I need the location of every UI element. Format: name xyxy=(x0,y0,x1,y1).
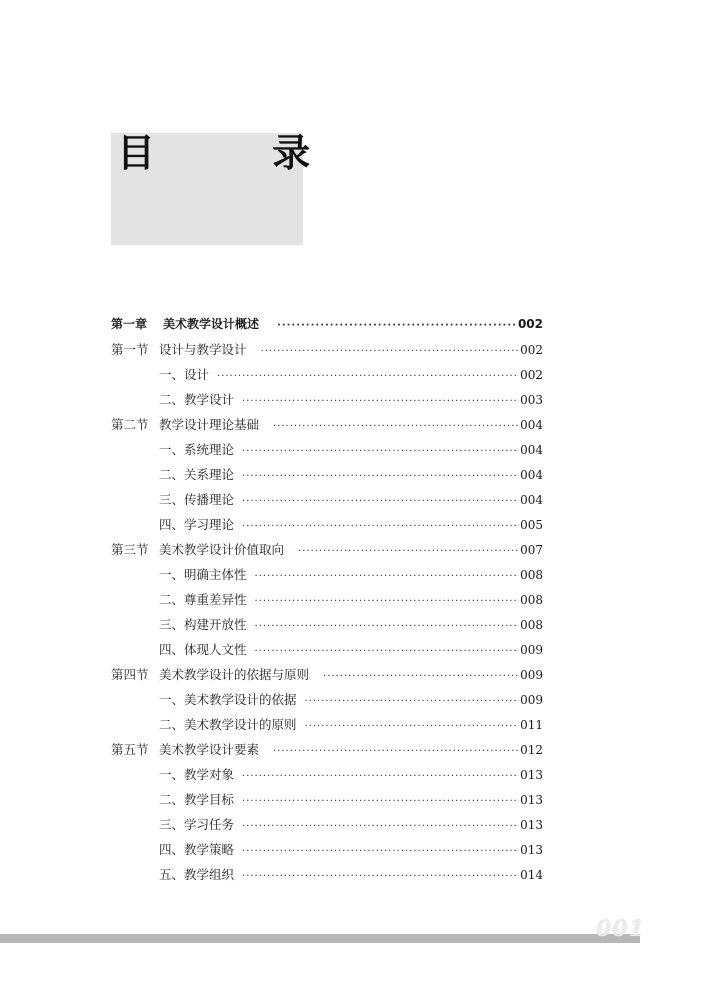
toc-page-number: 008 xyxy=(520,593,543,607)
page-title: 目 录 xyxy=(117,130,363,175)
dot-leader xyxy=(255,614,520,639)
footer-bar xyxy=(0,934,640,943)
dot-leader xyxy=(242,514,519,539)
toc-entry-item[interactable] xyxy=(111,362,543,387)
dot-leader xyxy=(242,389,519,414)
dot-leader xyxy=(277,313,517,338)
toc-entry-item[interactable] xyxy=(111,637,543,662)
toc-entry-label: 二、教学设计 xyxy=(159,392,235,407)
dot-leader xyxy=(273,739,519,764)
toc-entry-number: 第一节 xyxy=(111,342,149,357)
toc-entry-item[interactable] xyxy=(111,837,543,862)
toc-entry-label: 美术教学设计的依据与原则 xyxy=(159,667,310,682)
toc-entry-label: 二、关系理论 xyxy=(159,467,235,482)
toc-entry-section[interactable] xyxy=(111,737,543,762)
toc-entry-label: 教学设计理论基础 xyxy=(159,417,260,432)
toc-title-block xyxy=(111,130,363,245)
toc-page-number: 005 xyxy=(520,518,543,532)
page-number: 001 xyxy=(596,916,645,942)
dot-leader xyxy=(242,489,519,514)
toc-entry-item[interactable] xyxy=(111,487,543,512)
toc-entry-label: 三、构建开放性 xyxy=(159,617,247,632)
toc-entry-item[interactable] xyxy=(111,762,543,787)
table-of-contents xyxy=(111,312,543,887)
dot-leader xyxy=(255,639,520,664)
toc-entry-label: 一、设计 xyxy=(159,367,210,382)
toc-entry-label: 一、教学对象 xyxy=(159,767,235,782)
toc-entry-label: 一、系统理论 xyxy=(159,442,235,457)
dot-leader xyxy=(242,814,519,839)
dot-leader xyxy=(217,364,519,389)
toc-entry-item[interactable] xyxy=(111,512,543,537)
toc-entry-label: 一、美术教学设计的依据 xyxy=(159,692,297,707)
toc-entry-item[interactable] xyxy=(111,437,543,462)
dot-leader xyxy=(305,714,520,739)
toc-entry-label: 设计与教学设计 xyxy=(159,342,247,357)
toc-entry-item[interactable] xyxy=(111,587,543,612)
toc-page-number: 014 xyxy=(520,868,543,882)
toc-page-number: 002 xyxy=(520,368,543,382)
toc-entry-label: 美术教学设计价值取向 xyxy=(159,542,285,557)
toc-entry-label: 四、教学策略 xyxy=(159,842,235,857)
toc-page-number: 011 xyxy=(520,718,543,732)
toc-entry-label: 三、传播理论 xyxy=(159,492,235,507)
toc-page-number: 009 xyxy=(520,668,543,682)
toc-page-number: 009 xyxy=(520,643,543,657)
toc-entry-chapter[interactable] xyxy=(111,312,543,337)
toc-entry-item[interactable] xyxy=(111,787,543,812)
dot-leader xyxy=(242,864,519,889)
dot-leader xyxy=(242,839,519,864)
toc-entry-section[interactable] xyxy=(111,537,543,562)
toc-entry-item[interactable] xyxy=(111,687,543,712)
toc-entry-item[interactable] xyxy=(111,612,543,637)
toc-entry-label: 五、教学组织 xyxy=(159,867,235,882)
toc-entry-label: 三、学习任务 xyxy=(159,817,235,832)
toc-entry-section[interactable] xyxy=(111,412,543,437)
toc-entry-item[interactable] xyxy=(111,862,543,887)
dot-leader xyxy=(255,564,520,589)
toc-page-number: 003 xyxy=(520,393,543,407)
dot-leader xyxy=(305,689,520,714)
dot-leader xyxy=(242,789,519,814)
toc-page-number: 013 xyxy=(520,843,543,857)
dot-leader xyxy=(298,539,519,564)
toc-entry-item[interactable] xyxy=(111,387,543,412)
toc-entry-label: 美术教学设计概述 xyxy=(163,317,260,331)
dot-leader xyxy=(273,414,519,439)
toc-page-number: 004 xyxy=(520,493,543,507)
toc-page-number: 004 xyxy=(520,468,543,482)
toc-page-number: 004 xyxy=(520,418,543,432)
toc-entry-item[interactable] xyxy=(111,812,543,837)
dot-leader xyxy=(242,439,519,464)
dot-leader xyxy=(242,464,519,489)
toc-entry-number: 第一章 xyxy=(111,317,148,331)
toc-entry-section[interactable] xyxy=(111,662,543,687)
toc-page-number: 004 xyxy=(520,443,543,457)
toc-entry-number: 第三节 xyxy=(111,542,149,557)
dot-leader xyxy=(255,589,520,614)
dot-leader xyxy=(242,764,519,789)
toc-entry-item[interactable] xyxy=(111,712,543,737)
toc-entry-item[interactable] xyxy=(111,562,543,587)
toc-page-number: 013 xyxy=(520,768,543,782)
toc-entry-item[interactable] xyxy=(111,462,543,487)
toc-page-number: 009 xyxy=(520,693,543,707)
toc-entry-number: 第五节 xyxy=(111,742,149,757)
toc-entry-number: 第二节 xyxy=(111,417,149,432)
toc-page-number: 007 xyxy=(520,543,543,557)
toc-page-number: 002 xyxy=(517,317,543,331)
toc-page-number: 012 xyxy=(520,743,543,757)
toc-entry-label: 二、美术教学设计的原则 xyxy=(159,717,297,732)
toc-page-number: 013 xyxy=(520,793,543,807)
toc-entry-label: 一、明确主体性 xyxy=(159,567,247,582)
toc-page-number: 013 xyxy=(520,818,543,832)
toc-page-number: 008 xyxy=(520,568,543,582)
toc-entry-section[interactable] xyxy=(111,337,543,362)
toc-entry-label: 四、体现人文性 xyxy=(159,642,247,657)
toc-entry-label: 美术教学设计要素 xyxy=(159,742,260,757)
toc-entry-label: 四、学习理论 xyxy=(159,517,235,532)
toc-page-number: 008 xyxy=(520,618,543,632)
toc-entry-label: 二、教学目标 xyxy=(159,792,235,807)
dot-leader xyxy=(323,664,519,689)
toc-entry-label: 二、尊重差异性 xyxy=(159,592,247,607)
toc-entry-number: 第四节 xyxy=(111,667,149,682)
toc-page-number: 002 xyxy=(520,343,543,357)
dot-leader xyxy=(261,339,520,364)
